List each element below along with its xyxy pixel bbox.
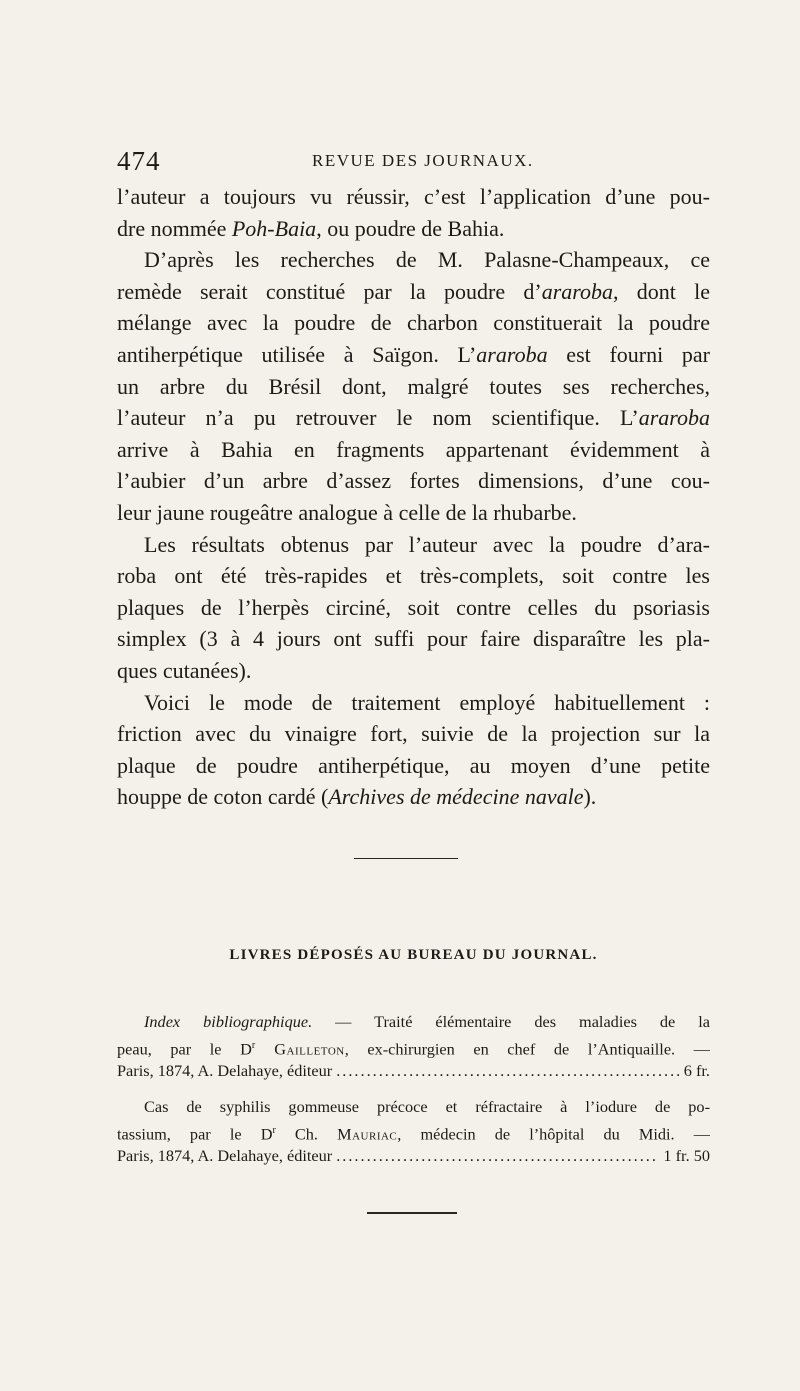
text-line: Index bibliographique. — Traité élémentaire des maladies de la <box>144 1012 710 1031</box>
emphasis: Poh-Baia <box>231 215 317 241</box>
section-divider <box>354 858 458 859</box>
text-line: D’après les recherches de M. Palasne-Champeaux, ce <box>144 247 710 273</box>
text-line: plaques de l’herpès circiné, soit contre celles du psoriasis <box>117 594 710 620</box>
section-title: LIVRES DÉPOSÉS AU BUREAU DU JOURNAL. <box>229 947 598 963</box>
article-body <box>117 181 710 813</box>
text-line: simplex (3 à 4 jours ont suffi pour faire disparaître les pla- <box>117 626 710 652</box>
text-line: peau, par le $D^r$ Gailleton, ex-chirurgien en chef de l’Antiquaille. — <box>117 1039 710 1059</box>
text-line: friction avec du vinaigre fort, suivie de la projection sur la <box>117 721 710 747</box>
text-line: antiherpétique utilisée à Saïgon. L’araroba est fourni par <box>117 341 710 367</box>
book-title: Index bibliographique. <box>144 1012 313 1031</box>
end-divider <box>367 1212 457 1214</box>
text-line: dre nommée Poh-Baia, ou poudre de Bahia. <box>117 215 505 241</box>
price: 1 fr. 50 <box>663 1145 710 1165</box>
text-line: arrive à Bahia en fragments appartenant évidemment à <box>117 436 710 462</box>
running-head: REVUE DES JOURNAUX. <box>312 151 534 170</box>
text-line: Cas de syphilis gommeuse précoce et réfractaire à l’iodure de po- <box>144 1097 710 1116</box>
text-line: remède serait constitué par la poudre d’araroba, dont le <box>117 278 710 304</box>
text-line: l’auteur a toujours vu réussir, c’est l’application d’une pou- <box>117 184 710 209</box>
text-line: Les résultats obtenus par l’auteur avec la poudre d’ara- <box>144 531 710 557</box>
text-line: l’aubier d’un arbre d’assez fortes dimensions, d’une cou- <box>117 468 710 494</box>
bibliography-entry <box>117 1095 710 1168</box>
page-header <box>117 146 710 176</box>
author-name: Mauriac <box>337 1124 398 1144</box>
emphasis: Archives de médecine navale <box>328 784 584 810</box>
emphasis: araroba <box>638 405 710 431</box>
text-line: plaque de poudre antiherpétique, au moyen d’une petite <box>117 752 710 778</box>
page-number: 474 <box>117 146 161 176</box>
emphasis: araroba <box>541 278 613 304</box>
text-line: houppe de coton cardé (Archives de médecine navale). <box>117 784 597 810</box>
text-line: ques cutanées). <box>117 657 252 683</box>
text-line: roba ont été très-rapides et très-complets, soit contre les <box>117 563 710 589</box>
text-line: mélange avec la poudre de charbon constituerait la poudre <box>117 310 710 336</box>
text-line: Paris, 1874, A. Delahaye, éditeur ..... 1 fr. 50 <box>117 1144 710 1168</box>
text-line: l’auteur n’a pu retrouver le nom scientifique. L’araroba <box>117 405 710 431</box>
text-line: un arbre du Brésil dont, malgré toutes ses recherches, <box>117 373 710 399</box>
author-name: Gailleton <box>255 1039 345 1059</box>
emphasis: araroba <box>476 341 548 367</box>
text-line: Paris, 1874, A. Delahaye, éditeur ..... 6 fr. <box>117 1059 710 1083</box>
price: 6 fr. <box>683 1060 710 1080</box>
bibliography-entry <box>117 1010 710 1083</box>
text-line: tassium, par le $D^r$ Ch. Mauriac, médecin de l’hôpital du Midi. — <box>117 1124 710 1144</box>
text-line: leur jaune rougeâtre analogue à celle de la rhubarbe. <box>117 499 577 525</box>
text-line: Voici le mode de traitement employé habituellement : <box>144 689 710 715</box>
